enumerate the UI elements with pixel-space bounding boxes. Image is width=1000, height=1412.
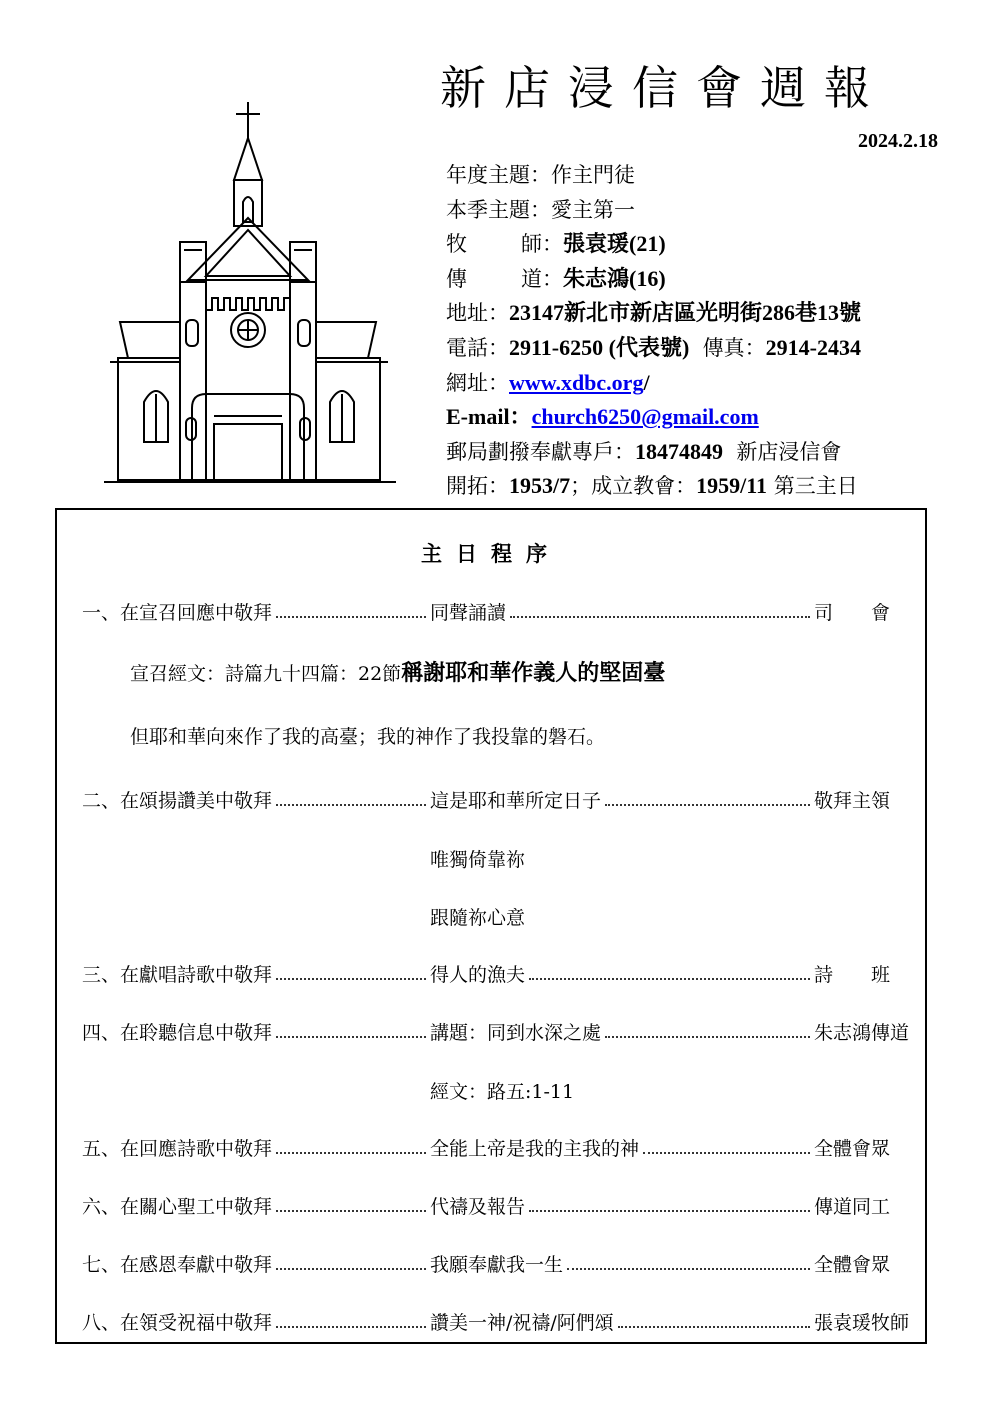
worship-song-2: 唯獨倚靠祢	[430, 849, 526, 871]
dot-leader	[276, 960, 426, 980]
program-item-8	[82, 1308, 912, 1338]
dot-leader	[276, 598, 426, 618]
preacher-label-b: 道：	[521, 266, 563, 291]
founding-row	[446, 469, 861, 504]
program-content: 我願奉獻我一生	[430, 1254, 564, 1276]
email-label: E-mail：	[446, 404, 532, 430]
dot-leader	[605, 786, 810, 806]
program-content: 讚美一神/祝禱/阿們頌	[430, 1312, 614, 1334]
program-content: 代禱及報告	[430, 1196, 526, 1218]
program-leader: 傳道同工	[814, 1196, 891, 1218]
phone-label: 電話：	[446, 335, 509, 360]
dot-leader	[276, 1192, 426, 1212]
preacher-row	[446, 262, 861, 297]
pastor-name: 張袁瑗(21)	[563, 231, 666, 257]
address-label: 地址：	[446, 301, 509, 326]
postal-row	[446, 435, 861, 470]
program-leader: 詩 班	[814, 964, 891, 986]
sunday-label: 第三主日	[773, 474, 858, 499]
program-item-3	[82, 960, 912, 990]
founding-date: 1953/7	[509, 473, 571, 499]
call-scripture-heading: 稱謝耶和華作義人的堅固臺	[401, 660, 666, 686]
dot-leader	[276, 1018, 426, 1038]
program-content: 講題：同到水深之處	[430, 1022, 602, 1044]
program-item-1	[82, 598, 912, 628]
dot-leader	[276, 786, 426, 806]
preacher-name: 朱志鴻(16)	[563, 265, 666, 291]
dot-leader	[618, 1308, 810, 1328]
program-content: 得人的漁夫	[430, 964, 526, 986]
dot-leader	[510, 598, 810, 618]
dot-leader	[529, 1192, 810, 1212]
postal-account: 18474849	[635, 438, 723, 464]
website-label: 網址：	[446, 370, 509, 395]
program-leader: 全體會眾	[814, 1138, 891, 1160]
dot-leader	[276, 1250, 426, 1270]
program-part: 四、在聆聽信息中敬拜	[82, 1022, 273, 1044]
preacher-label-a: 傳	[446, 266, 467, 291]
address: 23147新北市新店區光明街286巷13號	[509, 300, 862, 326]
program-leader: 全體會眾	[814, 1254, 891, 1276]
program-part: 六、在關心聖工中敬拜	[82, 1196, 273, 1218]
program-part: 七、在感恩奉獻中敬拜	[82, 1254, 273, 1276]
website-row	[446, 366, 861, 401]
church-info	[446, 158, 861, 504]
phone-number: 2911-6250 (代表號)	[509, 334, 690, 360]
website-link[interactable]: www.xdbc.org	[509, 369, 644, 395]
program-part: 一、在宣召回應中敬拜	[82, 602, 273, 624]
program-leader: 朱志鴻傳道	[814, 1022, 910, 1044]
bulletin-date: 2024.2.18	[858, 130, 938, 152]
call-scripture	[130, 656, 665, 687]
annual-theme: 作主門徒	[551, 163, 635, 187]
founding-label: 開拓：	[446, 474, 509, 499]
program-box	[55, 508, 927, 1344]
program-item-5	[82, 1134, 912, 1164]
dot-leader	[529, 960, 810, 980]
program-content: 同聲誦讀	[430, 602, 507, 624]
program-part: 五、在回應詩歌中敬拜	[82, 1138, 273, 1160]
season-theme-row	[446, 193, 861, 228]
preacher-label	[446, 262, 563, 297]
fax-label: 傳真：	[702, 335, 766, 360]
program-leader: 司 會	[814, 602, 891, 624]
dot-leader	[567, 1250, 810, 1270]
annual-theme-row	[446, 158, 861, 193]
pastor-row	[446, 227, 861, 262]
established-label: ；成立教會：	[570, 474, 697, 499]
worship-song-3: 跟隨祢心意	[430, 907, 526, 929]
program-part: 八、在領受祝福中敬拜	[82, 1312, 273, 1334]
postal-label: 郵局劃撥奉獻專戶：	[446, 439, 635, 464]
email-row	[446, 400, 861, 435]
call-scripture-reference: 宣召經文：詩篇九十四篇：22節	[130, 663, 402, 685]
program-leader: 敬拜主領	[814, 790, 891, 812]
program-content: 全能上帝是我的主我的神	[430, 1138, 640, 1160]
program-item-4	[82, 1018, 912, 1048]
church-illustration	[100, 100, 400, 492]
postal-name: 新店浸信會	[736, 439, 842, 464]
bulletin-title: 新店浸信會週報	[440, 61, 888, 115]
dot-leader	[643, 1134, 810, 1154]
season-theme-label: 本季主題：	[446, 197, 551, 222]
program-leader: 張袁瑗牧師	[814, 1312, 910, 1334]
address-row	[446, 296, 861, 331]
dot-leader	[276, 1308, 426, 1328]
dot-leader	[605, 1018, 810, 1038]
program-part: 三、在獻唱詩歌中敬拜	[82, 964, 273, 986]
pastor-label-a: 牧	[446, 232, 467, 257]
program-part: 二、在頌揚讚美中敬拜	[82, 790, 273, 812]
program-item-2	[82, 786, 912, 816]
annual-theme-label: 年度主題：	[446, 163, 551, 187]
program-content: 這是耶和華所定日子	[430, 790, 602, 812]
program-title: 主日程序	[421, 541, 561, 566]
program-item-6	[82, 1192, 912, 1222]
email-link[interactable]: church6250@gmail.com	[531, 404, 759, 430]
established-date: 1959/11	[696, 473, 768, 499]
phone-row	[446, 331, 861, 366]
sermon-scripture: 經文：路五:1-11	[430, 1081, 575, 1103]
season-theme: 愛主第一	[551, 197, 635, 222]
pastor-label-b: 師：	[521, 232, 563, 257]
program-item-7	[82, 1250, 912, 1280]
website-suffix: /	[643, 369, 650, 395]
dot-leader	[276, 1134, 426, 1154]
fax-number: 2914-2434	[765, 334, 861, 360]
call-verse: 但耶和華向來作了我的高臺；我的神作了我投靠的磐石。	[130, 726, 606, 748]
pastor-label	[446, 227, 563, 262]
